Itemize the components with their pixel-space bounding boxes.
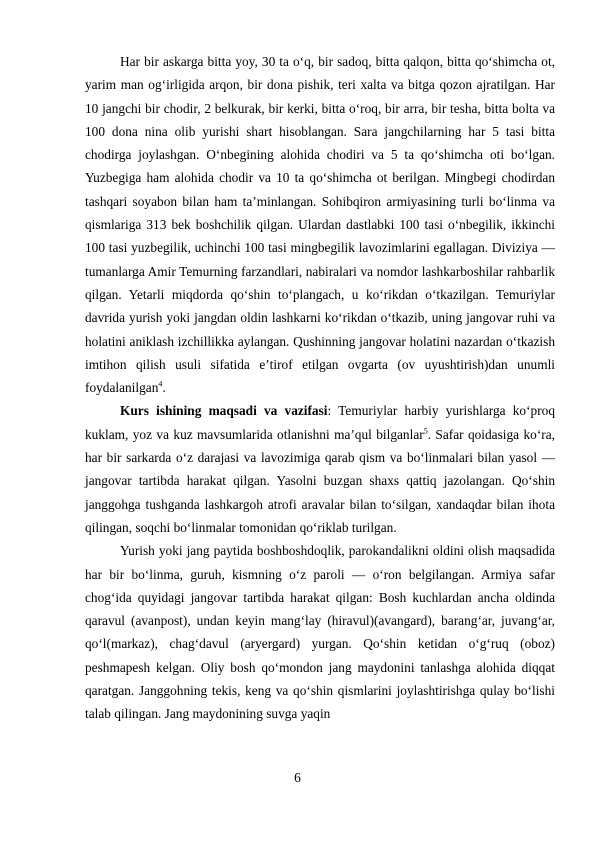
paragraph-text: Har bir askarga bitta yoy, 30 ta oʻq, bir sadoq, bitta qalqon, bitta qoʻshimcha ot, yarim man ogʻirligida arqon, bir dona pishik, teri xalta va bitga qozon ajratilgan. Har 10 jangchi bir chodir, 2 belkurak, bir kerki, bitta oʻroq, bir arra, bir tesha, bitta bolta va 100 dona nina olib yurishi shart hisoblangan. Sara jangchilarning har 5 tasi bitta chodirga joylashgan. Oʻnbegining alohida chodiri va 5 ta qoʻshimcha oti boʻlgan. Yuzbegiga ham alohida chodir va 10 ta qoʻshimcha ot berilgan. Mingbegi chodirdan tashqari soyabon bilan ham taʼminlangan. Sohibqiron armiyasining turli boʻlinma va qismlariga 313 bek boshchilik qilgan. Ulardan dastlabki 100 tasi oʻnbegilik, ikkinchi 100 tasi yuzbegilik, uchinchi 100 tasi mingbegilik lavozimlarini egallagan. Diviziya — tumanlarga Amir Temurning farzandlari, nabiralari va nomdor lashkarboshilar rahbarlik qilgan. Yetarli miqdorda qoʻshin toʻplangach, u koʻrikdan oʻtkazilgan. Temuriylar davrida yurish yoki jangdan oldin lashkarni koʻrikdan oʻtkazib, uning jangovar ruhi va holatini aniklash izchillikka aylangan. Qushinning jangovar holatini nazardan oʻtkazish imtihon qilish usuli sifatida eʼtirof etilgan ovgarta (ov uyushtirish)dan unumli foydalanilgan: [85, 54, 555, 396]
paragraph-text: . Safar qoidasiga koʻra, har bir sarkarda oʻz darajasi va lavozimiga qarab qism va boʻlinmalari bilan yasol — jangovar tartibda harakat qilgan. Yasolni buzgan shaxs qattiq jazolangan. Qoʻshin janggohga tushganda lashkargoh atrofi aravalar bilan toʻsilgan, xandaqdar bilan ihota qilingan, soqchi boʻlinmalar tomonidan qoʻriklab turilgan.: [85, 426, 555, 535]
page-number: 6: [294, 770, 301, 785]
section-heading: Kurs ishining maqsadi va vazifasi: [120, 403, 328, 419]
paragraph-equipment: [85, 50, 555, 399]
paragraph-text: : Temuriylar harbiy yurishlarga koʻproq kuklam, yoz va kuz mavsumlarida otlanishni maʼqul bilganlar: [85, 403, 555, 442]
document-body: [85, 50, 555, 726]
footnote-ref[interactable]: 5: [423, 426, 428, 436]
paragraph-text: Yurish yoki jang paytida boshboshdoqlik, parokandalikni oldini olish maqsadida har bir boʻlinma, guruh, kismning oʻz paroli — oʻron belgilangan. Armiya safar chogʻida quyidagi jangovar tartibda harakat qilgan: Bosh kuchlardan ancha oldinda qaravul (avanpost), undan keyin mangʻlay (hiravul)(avangard), barangʻar, juvangʻar, qoʻl(markaz), chagʻdavul (aryergard) yurgan. Qoʻshin ketidan oʻgʻruq (oboz) peshmapesh kelgan. Oliy bosh qoʻmondon jang maydonini tanlashga alohida diqqat qaratgan. Janggohning tekis, keng va qoʻshin qismlarini joylashtirishga qulay boʻlishi talab qilingan. Jang maydonining suvga yaqin: [85, 543, 555, 722]
footnote-ref[interactable]: 4: [158, 379, 163, 389]
paragraph-goals: [85, 399, 555, 539]
paragraph-end: .: [162, 380, 166, 396]
paragraph-marching-order: [85, 539, 555, 725]
